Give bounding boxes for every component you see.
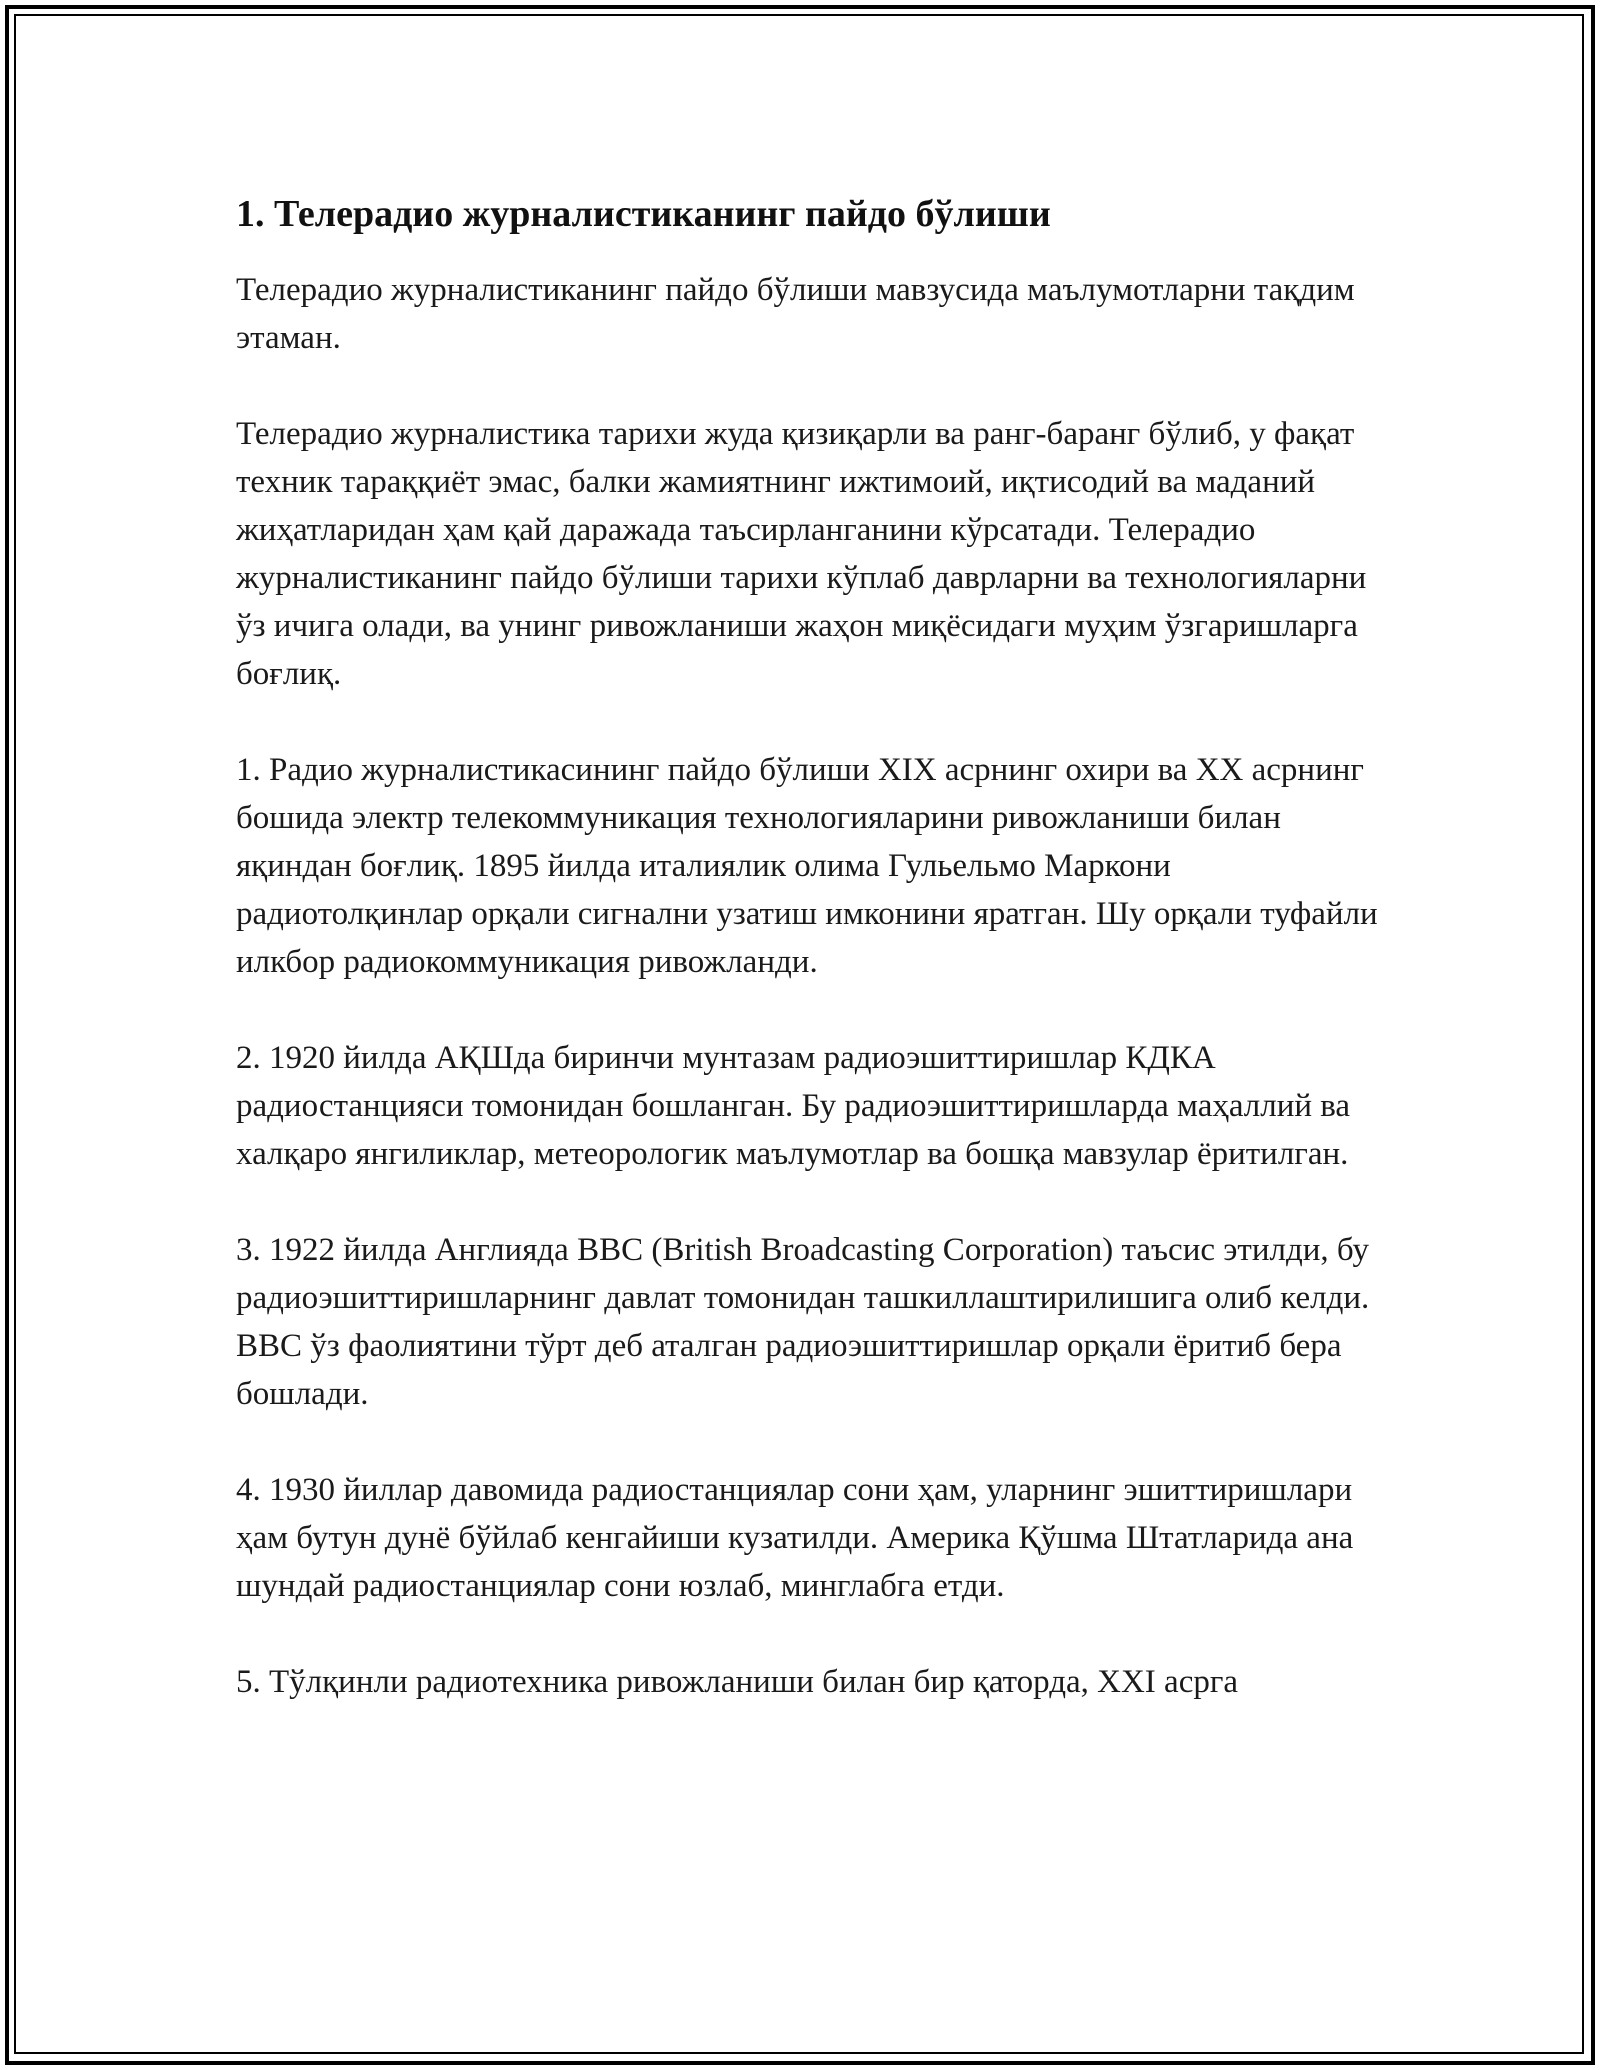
list-item-3: 3. 1922 йилда Англияда BBC (British Broadcasting Corporation) таъсис этилди, бу радиоэшиттиришларнинг давлат томонидан ташкиллаштирилишига олиб келди. BBC ўз фаолиятини тўрт деб аталган радиоэшиттиришлар орқали ёритиб бера бошлади. xyxy=(236,1232,1370,1412)
document-title: 1. Телерадио журналистиканинг пайдо бўлиши xyxy=(236,193,1051,235)
intro-paragraph: Телерадио журналистиканинг пайдо бўлиши мавзусида маълумотларни тақдим этаман. xyxy=(236,272,1355,356)
list-item-1: 1. Радио журналистикасининг пайдо бўлиши XIX асрнинг охири ва XX асрнинг бошида электр телекоммуникация технологияларини ривожланиши билан яқиндан боғлиқ. 1895 йилда италиялик олима Гульельмо Маркони радиотолқинлар орқали сигнални узатиш имконини яратган. Шу орқали туфайли илкбор радиокоммуникация ривожланди. xyxy=(236,752,1378,980)
list-item-5: 5. Тўлқинли радиотехника ривожланиши билан бир қаторда, XXI асрга xyxy=(236,1664,1239,1700)
history-paragraph: Телерадио журналистика тарихи жуда қизиқарли ва ранг-баранг бўлиб, у фақат техник тараққиёт эмас, балки жамиятнинг ижтимоий, иқтисодий ва маданий жиҳатларидан ҳам қай даражада таъсирланганини кўрсатади. Телерадио журналистиканинг пайдо бўлиши тарихи кўплаб даврларни ва технологияларни ўз ичига олади, ва унинг ривожланиши жаҳон миқёсидаги муҳим ўзгаришларга боғлиқ. xyxy=(236,416,1367,692)
list-item-2: 2. 1920 йилда АҚШда биринчи мунтазам радиоэшиттиришлар КДКА радиостанцияси томонидан бошланган. Бу радиоэшиттиришларда маҳаллий ва халқаро янгиликлар, метеорологик маълумотлар ва бошқа мавзулар ёритилган. xyxy=(236,1040,1351,1172)
document-body xyxy=(236,186,1386,1754)
list-item-4: 4. 1930 йиллар давомида радиостанциялар сони ҳам, уларнинг эшиттиришлари ҳам бутун дунё бўйлаб кенгайиши кузатилди. Америка Қўшма Штатларида ана шундай радиостанциялар сони юзлаб, минглабга етди. xyxy=(236,1472,1354,1604)
